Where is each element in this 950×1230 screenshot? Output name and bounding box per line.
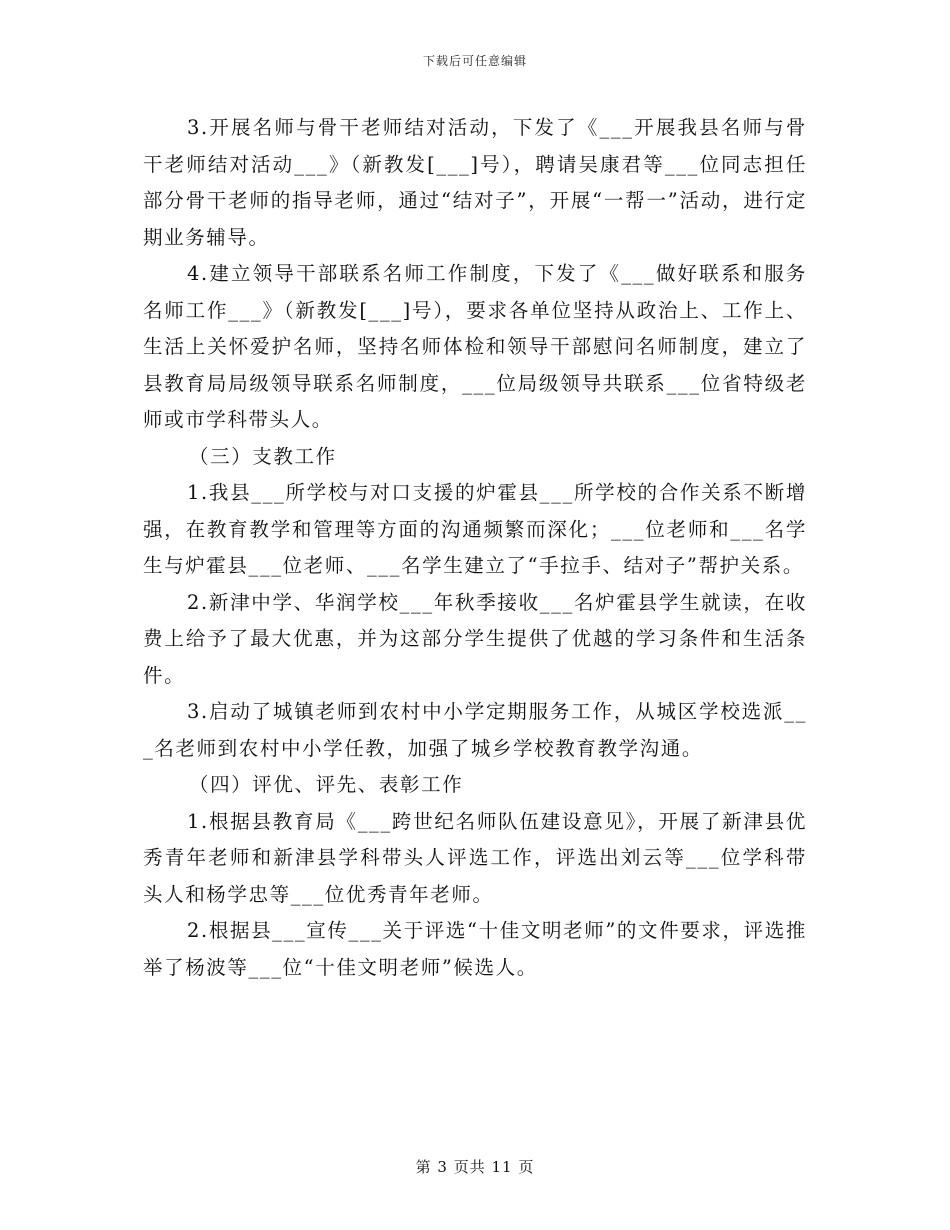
paragraph-support-item-2: 2.新津中学、华润学校___年秋季接收___名炉霍县学生就读，在收费上给予了最大优惠，并为这部分学生提供了优越的学习条件和生活条件。 [143,590,807,687]
paragraph-support-item-1: 1.我县___所学校与对口支援的炉霍县___所学校的合作关系不断增强，在教育教学和管理等方面的沟通频繁而深化；___位老师和___名学生与炉霍县___位老师、___名学生建立了“手拉手、结对子”帮护关系。 [143,481,807,577]
page-header: 下载后可任意编辑 [422,54,527,68]
section-heading-teaching-support: （三）支教工作 [189,444,337,468]
paragraph-support-item-3: 3.启动了城镇老师到农村中小学定期服务工作，从城区学校选派___名老师到农村中小学任教，加强了城乡学校教育教学沟通。 [143,700,807,760]
paragraph-awards-item-2: 2.根据县___宣传___关于评选“十佳文明老师”的文件要求，评选推举了杨波等___位“十佳文明老师”候选人。 [143,919,807,979]
paragraph-awards-item-1: 1.根据县教育局《___跨世纪名师队伍建设意见》，开展了新津县优秀青年老师和新津县学科带头人评选工作，评选出刘云等___位学科带头人和杨学忠等___位优秀青年老师。 [143,809,807,906]
section-heading-awards: （四）评优、评先、表彰工作 [189,773,464,796]
paragraph-item-4-leader-contact: 4.建立领导干部联系名师工作制度，下发了《___做好联系和服务名师工作___》（新教发[___]号），要求各单位坚持从政治上、工作上、生活上关怀爱护名师，坚持名师体检和领导干部慰问名师制度，建立了县教育局局级领导联系名师制度，___位局级领导共联系___位省特级老师或市学科带头人。 [143,262,807,431]
page-footer-page-number: 第 3 页共 11 页 [415,1158,535,1176]
paragraph-item-3-mentor-pairing: 3.开展名师与骨干老师结对活动，下发了《___开展我县名师与骨干老师结对活动___》（新教发[___]号），聘请吴康君等___位同志担任部分骨干老师的指导老师，通过“结对子”，开展“一帮一”活动，进行定期业务辅导。 [143,116,807,249]
document-body [143,110,807,986]
